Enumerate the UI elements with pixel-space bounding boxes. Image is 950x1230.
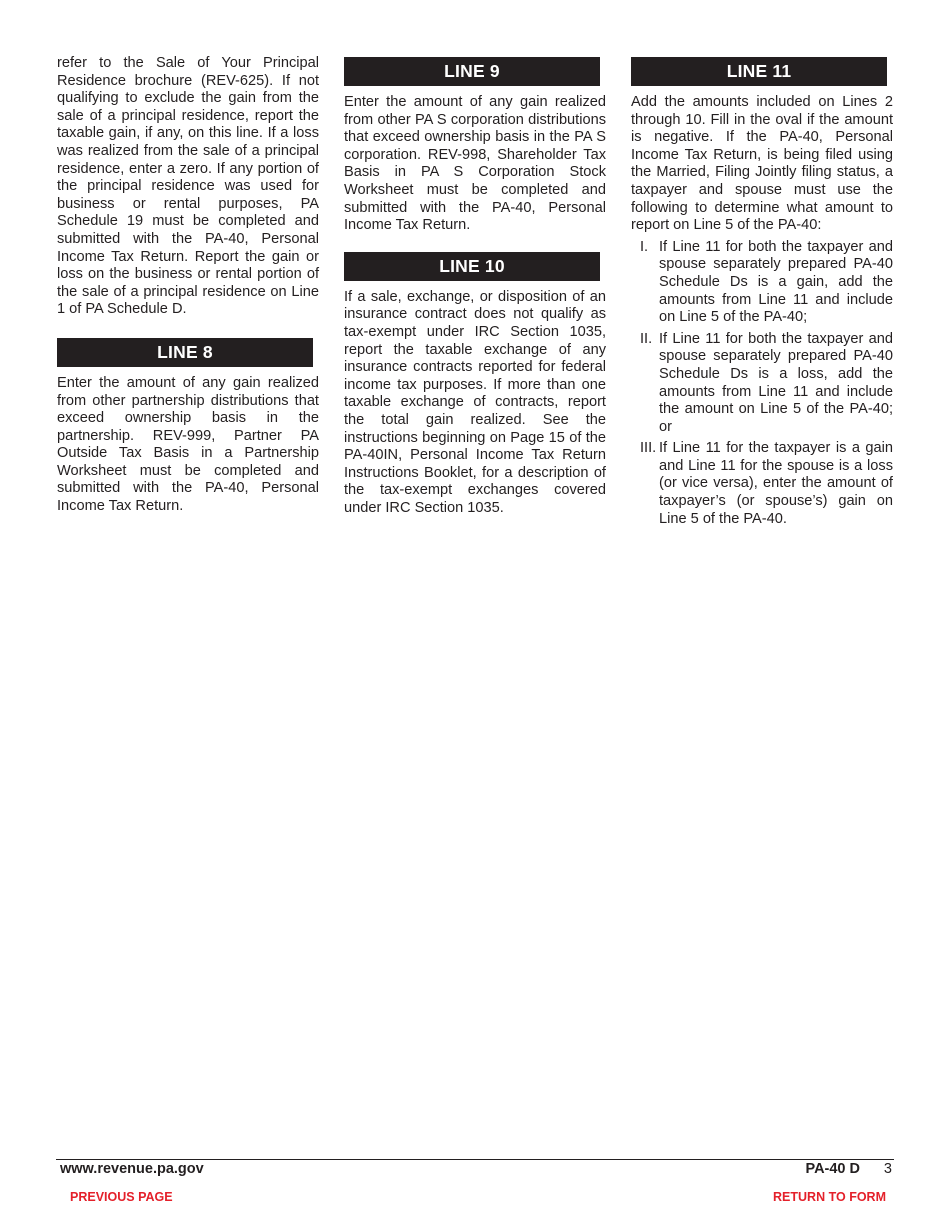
list-item: [631, 440, 893, 528]
page-number: 3: [883, 1161, 892, 1177]
return-to-form-link[interactable]: RETURN TO FORM: [773, 1190, 886, 1204]
list-item-text: If Line 11 for the taxpayer is a gain and Line 11 for the spouse is a loss (or vice versa), enter the amount of taxpayer’s (or spouse’s) gain on Line 5 of the PA-40.: [659, 440, 893, 527]
line-8-heading: LINE 8: [57, 338, 313, 367]
list-item-text: If Line 11 for both the taxpayer and spouse separately prepared PA-40 Schedule Ds is a gain, add the amounts from Line 11 and include on Line 5 of the PA-40;: [659, 238, 893, 326]
line-8-text: Enter the amount of any gain realized from other partnership distributions that exceed ownership basis in the partnership. REV-999, Partner PA Outside Tax Basis in a Partnership Worksheet must be completed and submitted with the PA-40, Personal Income Tax Return.: [57, 374, 319, 515]
line-11-heading: LINE 11: [631, 57, 887, 86]
principal-residence-paragraph: refer to the Sale of Your Principal Residence brochure (REV-625). If not qualifying to exclude the gain from the sale of a principal residence, report the taxable gain, if any, on this line. If a loss was realized from the sale of a principal residence, enter a zero. If any portion of the principal residence was used for business or rental purposes, PA Schedule 19 must be completed and submitted with the PA-40, Personal Income Tax Return. Report the gain or loss on the business or rental portion of the sale of a principal residence on Line 1 of PA Schedule D.: [57, 55, 319, 318]
list-item-number: III.: [640, 440, 657, 457]
list-item: [631, 239, 893, 327]
line-9-text: Enter the amount of any gain realized from other PA S corporation distributions that exceed ownership basis in the PA S corporation. REV-998, Shareholder Tax Basis in PA S Corporation Stock Worksheet must be completed and submitted with the PA-40, Personal Income Tax Return.: [344, 94, 606, 234]
column-right: [631, 55, 893, 532]
column-middle: [344, 55, 606, 517]
list-item: [631, 331, 893, 437]
list-item-number: I.: [640, 238, 649, 255]
column-left: [57, 55, 319, 516]
line-10-text: If a sale, exchange, or disposition of an insurance contract does not qualify as tax-exempt under IRC Section 1035, report the taxable exchange of any insurance contracts reported for federal income tax purposes. If more than one taxable exchange of contracts, report the total gain realized. See the instructions beginning on Page 15 of the PA-40IN, Personal Income Tax Return Instructions Booklet, for a description of the tax-exempt exchanges covered under IRC Section 1035.: [344, 288, 606, 516]
footer-website-url: www.revenue.pa.gov: [60, 1161, 204, 1177]
line-11-text: Add the amounts included on Lines 2 through 10. Fill in the oval if the amount is negative. If the PA-40, Personal Income Tax Return, is being filed using the Married, Filing Jointly filing status, a taxpayer and spouse must use the following to determine what amount to report on Line 5 of the PA-40:: [631, 94, 893, 234]
line-11-rules-list: [631, 239, 893, 529]
line-9-heading: LINE 9: [344, 57, 600, 86]
list-item-number: II.: [640, 330, 653, 347]
list-item-text: If Line 11 for both the taxpayer and spouse separately prepared PA-40 Schedule Ds is a loss, add the amounts from Line 11 and include the amount on Line 5 of the PA-40; or: [659, 330, 893, 435]
line-10-heading: LINE 10: [344, 252, 600, 281]
footer-divider: [56, 1159, 894, 1160]
footer-form-name: PA-40 D: [805, 1161, 860, 1177]
previous-page-link[interactable]: PREVIOUS PAGE: [70, 1190, 173, 1204]
